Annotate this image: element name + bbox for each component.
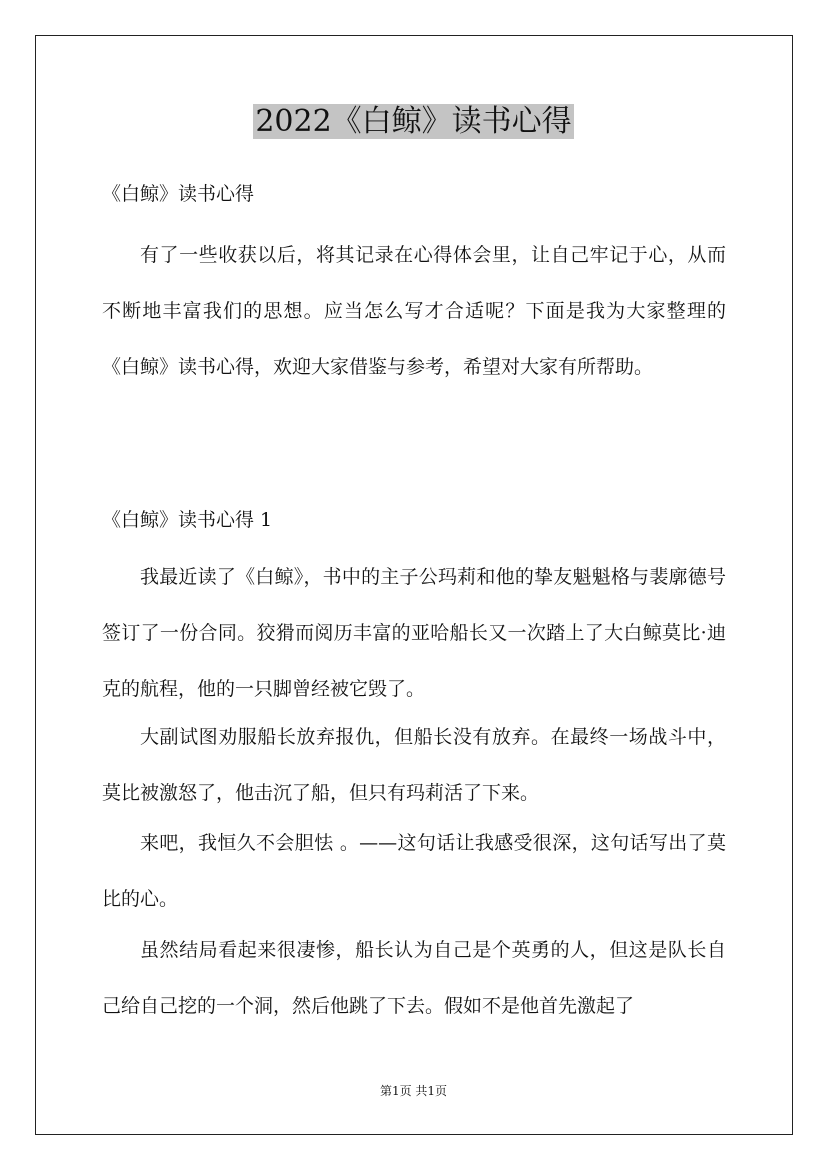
title-text: 2022《白鲸》读书心得 [255,104,572,139]
page-footer: 第1页 共1页 [379,1084,448,1098]
section-heading: 《白鲸》读书心得 [102,183,255,205]
body-paragraph-3: 来吧，我恒久不会胆怯 。——这句话让我感受很深，这句话写出了莫比的心。 [102,832,726,910]
document-title [0,100,827,144]
body-paragraph-4: 虽然结局看起来很凄惨，船长认为自己是个英勇的人，但这是队长自己给自己挖的一个洞，然后他跳了下去。假如不是他首先激起了 [102,939,726,1017]
intro-paragraph: 有了一些收获以后，将其记录在心得体会里，让自己牢记于心，从而不断地丰富我们的思想。应当怎么写才合适呢？下面是我为大家整理的《白鲸》读书心得，欢迎大家借鉴与参考，希望对大家有所帮助。 [102,244,726,378]
body-paragraph-2: 大副试图劝服船长放弃报仇，但船长没有放弃。在最终一场战斗中，莫比被激怒了，他击沉了船，但只有玛莉活了下来。 [102,726,726,804]
section-heading-1: 《白鲸》读书心得 1 [102,509,273,531]
body-paragraph-1: 我最近读了《白鲸》，书中的主子公玛莉和他的挚友魁魁格与裴廓德号签订了一份合同。狡猾而阅历丰富的亚哈船长又一次踏上了大白鲸莫比·迪克的航程，他的一只脚曾经被它毁了。 [102,566,726,700]
